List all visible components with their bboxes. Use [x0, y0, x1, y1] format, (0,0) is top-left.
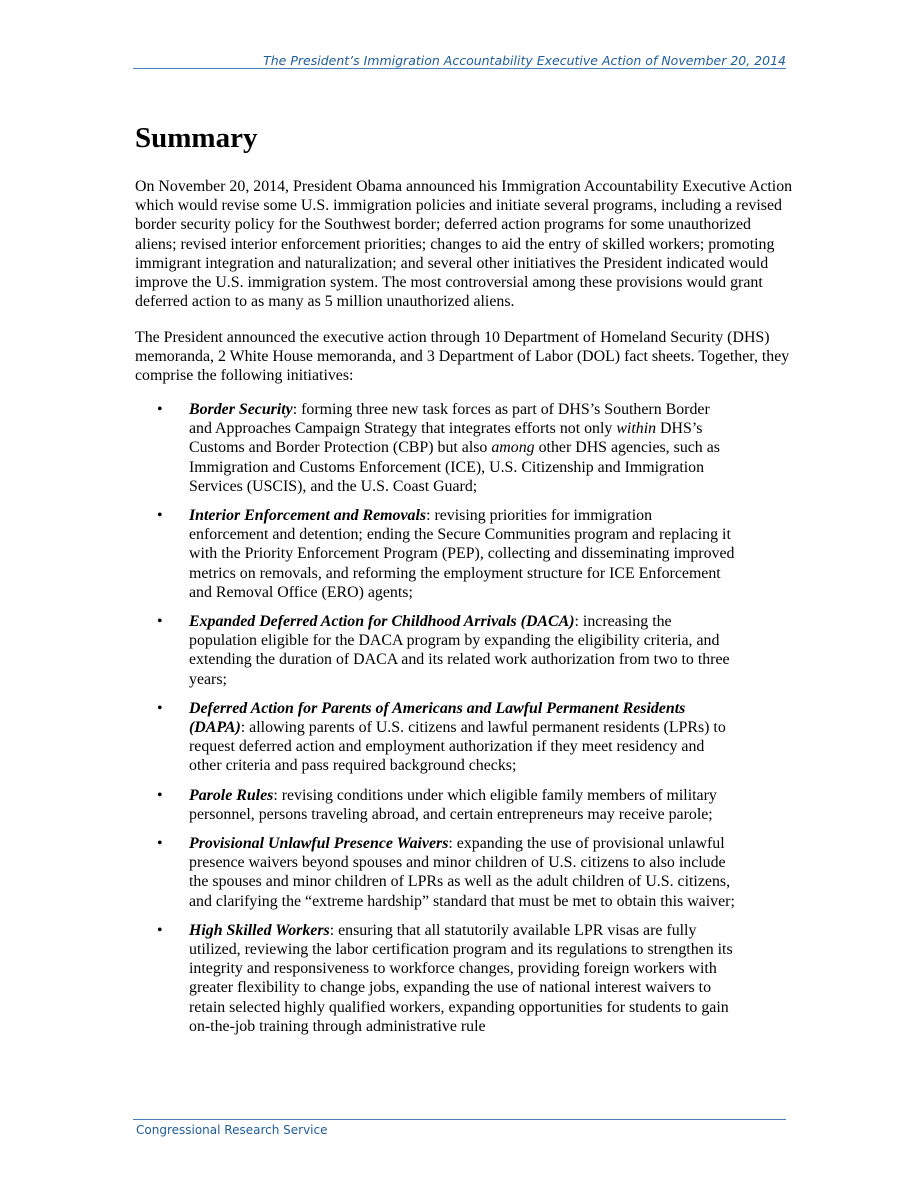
- list-item-term: Border Security: [189, 401, 293, 418]
- list-item-text: : increasing the population eligible for the DACA program by expanding the eligibility criteria, and extending the duration of DACA and its related work authorization from two to three years;: [189, 613, 730, 688]
- running-header: The President’s Immigration Accountability Executive Action of November 20, 2014: [263, 53, 786, 68]
- bullet-icon: •: [157, 613, 163, 631]
- list-item-term: Provisional Unlawful Presence Waivers: [189, 835, 449, 853]
- list-item-border-security: [135, 400, 735, 496]
- footer-source: Congressional Research Service: [136, 1123, 328, 1137]
- bullet-icon: •: [157, 921, 163, 939]
- list-item-text: : revising conditions under which eligible family members of military personnel, persons traveling abroad, and certain entrepreneurs may receive parole;: [189, 786, 717, 823]
- list-item-text: other DHS agencies, such as Immigration and Customs Enforcement (ICE), U.S. Citizenship and Immigration Services (USCIS), and the U.S. Coast Guard;: [189, 439, 720, 495]
- bullet-icon: •: [157, 699, 163, 717]
- intro-paragraph: On November 20, 2014, President Obama announced his Immigration Accountability Executive Action which would revise some U.S. immigration policies and initiate several programs, including a revised border security policy for the Southwest border; deferred action programs for some unauthorized aliens; revised interior enforcement priorities; changes to aid the entry of skilled workers; promoting immigrant integration and naturalization; and several other initiatives the President indicated would improve the U.S. immigration system. The most controversial among these provisions would grant deferred action to as many as 5 million unauthorized aliens.: [135, 178, 793, 311]
- bullet-icon: •: [157, 835, 163, 853]
- list-item-dapa: [135, 699, 735, 776]
- list-item-text: : forming three new task forces as part of DHS’s Southern Border and Approaches Campaign Strategy that integrates efforts not only: [189, 401, 710, 438]
- list-item-emphasis: among: [491, 439, 535, 457]
- list-item-high-skilled-workers: [135, 921, 735, 1036]
- bullet-icon: •: [157, 786, 163, 804]
- list-item-text: : ensuring that all statutorily available LPR visas are fully utilized, reviewing the labor certification program and its regulations to strengthen its integrity and responsiveness to workforce changes, providing foreign workers with greater flexibility to change jobs, expanding the use of national interest waivers to retain selected highly qualified workers, expanding opportunities for students to gain on-the-job training through administrative rule: [189, 921, 733, 1035]
- list-item-term: Interior Enforcement and Removals: [189, 507, 427, 525]
- list-item-interior-enforcement: [135, 506, 735, 602]
- list-item-daca: [135, 612, 735, 689]
- footer-rule: [133, 1119, 786, 1120]
- list-item-provisional-waivers: [135, 834, 735, 911]
- list-item-text: DHS’s Customs and Border Protection (CBP) but also: [189, 420, 703, 457]
- list-item-text: : revising priorities for immigration enforcement and detention; ending the Secure Communities program and replacing it with the Priority Enforcement Program (PEP), collecting and disseminating improved metrics on removals, and reforming the employment structure for ICE Enforcement and Removal Office (ERO) agents;: [189, 507, 735, 601]
- initiatives-list: [135, 400, 735, 1046]
- bullet-icon: •: [157, 401, 163, 418]
- list-item-text: : allowing parents of U.S. citizens and lawful permanent residents (LPRs) to request deferred action and employment authorization if they meet residency and other criteria and pass required background checks;: [189, 719, 726, 775]
- bullet-icon: •: [157, 507, 163, 525]
- list-item-term: Expanded Deferred Action for Childhood Arrivals (DACA): [189, 613, 575, 631]
- list-item-term: High Skilled Workers: [189, 921, 330, 939]
- page-title: Summary: [135, 122, 258, 154]
- list-item-term: Parole Rules: [189, 786, 274, 804]
- list-item-text: : expanding the use of provisional unlawful presence waivers beyond spouses and minor children of U.S. citizens to also include the spouses and minor children of LPRs as well as the adult children of U.S. citizens, and clarifying the “extreme hardship” standard that must be met to obtain this waiver;: [189, 835, 735, 910]
- list-item-emphasis: within: [616, 420, 657, 438]
- list-item-term: Deferred Action for Parents of Americans and Lawful Permanent Residents (DAPA): [189, 699, 686, 737]
- header-rule: [133, 68, 786, 69]
- list-item-parole-rules: [135, 786, 735, 824]
- initiatives-lead-paragraph: The President announced the executive action through 10 Department of Homeland Security (DHS) memoranda, 2 White House memoranda, and 3 Department of Labor (DOL) fact sheets. Together, they comprise the following initiatives:: [135, 329, 790, 385]
